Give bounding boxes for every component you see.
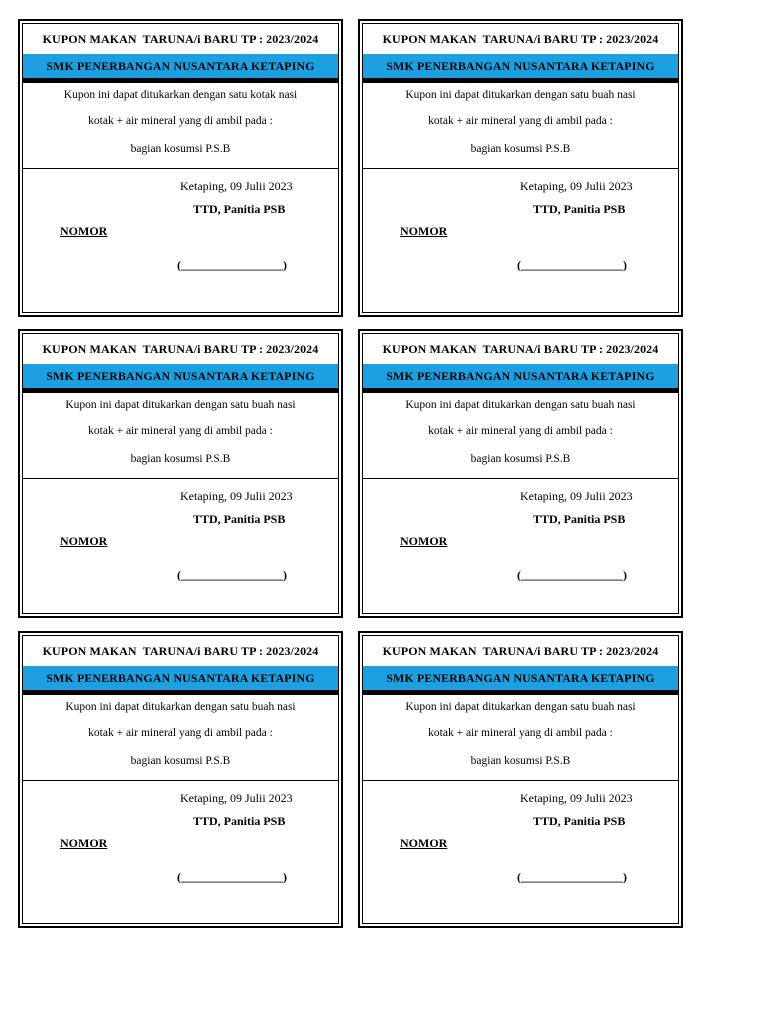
description-line-3: bagian kosumsi P.S.B: [130, 453, 231, 465]
school-name-banner: SMK PENERBANGAN NUSANTARA KETAPING: [23, 666, 338, 690]
signature-line: (_________________): [517, 870, 627, 884]
description-line-1: Kupon ini dapat ditukarkan dengan satu buah nasi: [405, 399, 636, 411]
coupon-title: KUPON MAKAN TARUNA/i BARU TP : 2023/2024: [42, 32, 319, 46]
description-line-3: bagian kosumsi P.S.B: [130, 143, 231, 155]
coupon-description: [363, 393, 678, 479]
place-date: Ketaping, 09 Julii 2023: [180, 489, 293, 503]
coupon-title: KUPON MAKAN TARUNA/i BARU TP : 2023/2024: [42, 644, 319, 658]
coupon-title: KUPON MAKAN TARUNA/i BARU TP : 2023/2024: [42, 342, 319, 356]
number-label: NOMOR: [60, 224, 108, 238]
coupon-frame: [22, 333, 339, 614]
coupon-frame: [362, 23, 679, 313]
signature-title: TTD, Panitia PSB: [193, 814, 286, 828]
coupon-footer: [23, 479, 338, 609]
meal-coupon-2: [358, 19, 683, 317]
signature-line: (_________________): [177, 258, 287, 272]
coupon-footer: [363, 781, 678, 911]
description-line-2: kotak + air mineral yang di ambil pada :: [88, 115, 273, 127]
school-name-banner: SMK PENERBANGAN NUSANTARA KETAPING: [23, 54, 338, 78]
number-label: NOMOR: [60, 836, 108, 850]
coupon-title: KUPON MAKAN TARUNA/i BARU TP : 2023/2024: [382, 32, 659, 46]
signature-title: TTD, Panitia PSB: [193, 512, 286, 526]
meal-coupon-5: [18, 631, 343, 928]
meal-coupon-6: [358, 631, 683, 928]
coupon-frame: [362, 333, 679, 614]
coupon-frame: [362, 635, 679, 924]
coupon-footer: [23, 781, 338, 911]
place-date: Ketaping, 09 Julii 2023: [180, 179, 293, 193]
coupon-description: [363, 83, 678, 169]
number-label: NOMOR: [400, 534, 448, 548]
school-name-banner: SMK PENERBANGAN NUSANTARA KETAPING: [363, 54, 678, 78]
signature-line: (_________________): [517, 258, 627, 272]
description-line-3: bagian kosumsi P.S.B: [130, 755, 231, 767]
meal-coupon-3: [18, 329, 343, 618]
place-date: Ketaping, 09 Julii 2023: [520, 179, 633, 193]
number-label: NOMOR: [60, 534, 108, 548]
description-line-2: kotak + air mineral yang di ambil pada :: [428, 115, 613, 127]
signature-title: TTD, Panitia PSB: [533, 512, 626, 526]
description-line-1: Kupon ini dapat ditukarkan dengan satu buah nasi: [65, 399, 296, 411]
school-name-banner: SMK PENERBANGAN NUSANTARA KETAPING: [363, 364, 678, 388]
coupon-description: [23, 83, 338, 169]
coupon-title: KUPON MAKAN TARUNA/i BARU TP : 2023/2024: [382, 342, 659, 356]
number-label: NOMOR: [400, 836, 448, 850]
coupon-frame: [22, 23, 339, 313]
description-line-1: Kupon ini dapat ditukarkan dengan satu buah nasi: [405, 701, 636, 713]
description-line-2: kotak + air mineral yang di ambil pada :: [88, 425, 273, 437]
signature-line: (_________________): [177, 568, 287, 582]
school-name-banner: SMK PENERBANGAN NUSANTARA KETAPING: [23, 364, 338, 388]
number-label: NOMOR: [400, 224, 448, 238]
description-line-3: bagian kosumsi P.S.B: [470, 453, 571, 465]
coupon-description: [23, 695, 338, 781]
description-line-1: Kupon ini dapat ditukarkan dengan satu buah nasi: [65, 701, 296, 713]
description-line-2: kotak + air mineral yang di ambil pada :: [428, 727, 613, 739]
description-line-3: bagian kosumsi P.S.B: [470, 143, 571, 155]
description-line-1: Kupon ini dapat ditukarkan dengan satu buah nasi: [405, 89, 636, 101]
coupon-footer: [23, 169, 338, 299]
coupon-frame: [22, 635, 339, 924]
place-date: Ketaping, 09 Julii 2023: [180, 791, 293, 805]
meal-coupon-4: [358, 329, 683, 618]
signature-line: (_________________): [517, 568, 627, 582]
school-name-banner: SMK PENERBANGAN NUSANTARA KETAPING: [363, 666, 678, 690]
signature-line: (_________________): [177, 870, 287, 884]
coupon-title: KUPON MAKAN TARUNA/i BARU TP : 2023/2024: [382, 644, 659, 658]
meal-coupon-1: [18, 19, 343, 317]
signature-title: TTD, Panitia PSB: [193, 202, 286, 216]
description-line-3: bagian kosumsi P.S.B: [470, 755, 571, 767]
place-date: Ketaping, 09 Julii 2023: [520, 791, 633, 805]
description-line-2: kotak + air mineral yang di ambil pada :: [88, 727, 273, 739]
coupon-footer: [363, 169, 678, 299]
coupon-description: [363, 695, 678, 781]
description-line-1: Kupon ini dapat ditukarkan dengan satu kotak nasi: [63, 89, 298, 101]
coupon-footer: [363, 479, 678, 609]
signature-title: TTD, Panitia PSB: [533, 814, 626, 828]
signature-title: TTD, Panitia PSB: [533, 202, 626, 216]
description-line-2: kotak + air mineral yang di ambil pada :: [428, 425, 613, 437]
coupon-description: [23, 393, 338, 479]
place-date: Ketaping, 09 Julii 2023: [520, 489, 633, 503]
